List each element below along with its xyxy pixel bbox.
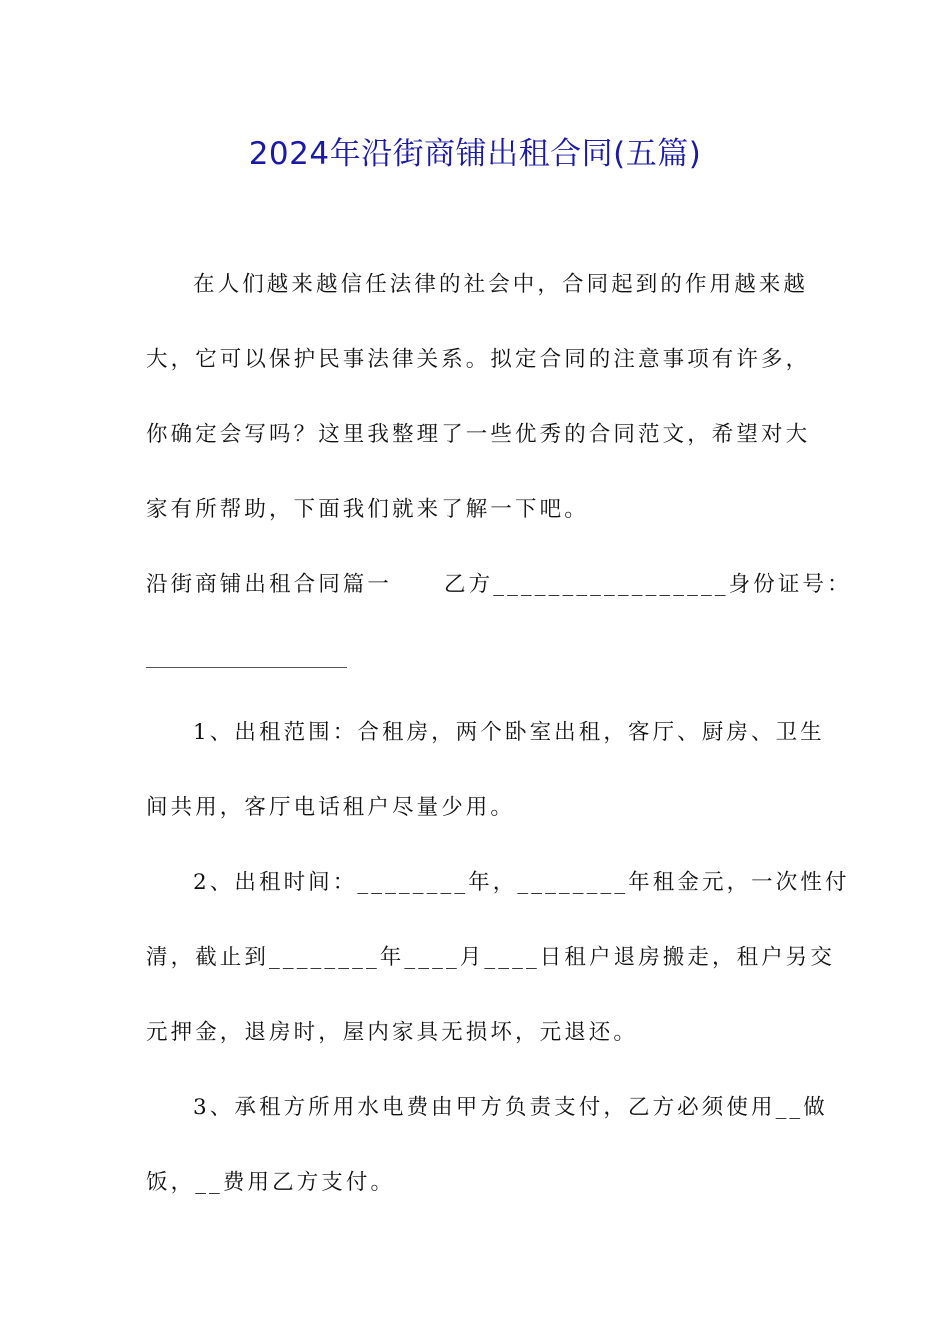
clause-2-line-2: 清，截止到________年____月____日租户退房搬走，租户另交 (146, 945, 836, 970)
intro-line-2: 大，它可以保护民事法律关系。拟定合同的注意事项有许多， (146, 347, 811, 372)
clause-2-line-1: 2、出租时间：________年，________年租金元，一次性付 (193, 870, 850, 895)
party-b-field: 乙方_________________身份证号： (444, 572, 852, 597)
intro-line-3: 你确定会写吗？这里我整理了一些优秀的合同范文，希望对大 (146, 422, 811, 447)
id-number-blank-line (146, 667, 347, 668)
clause-3-line-2: 饭，__费用乙方支付。 (146, 1170, 396, 1195)
intro-line-1: 在人们越来越信任法律的社会中，合同起到的作用越来越 (193, 272, 809, 297)
section-heading: 沿街商铺出租合同篇一 (146, 572, 393, 597)
document-title: 2024年沿街商铺出租合同(五篇) (248, 136, 702, 172)
clause-2-line-3: 元押金，退房时，屋内家具无损坏，元退还。 (146, 1020, 639, 1045)
clause-1-line-2: 间共用，客厅电话租户尽量少用。 (146, 795, 516, 820)
clause-1-line-1: 1、出租范围：合租房，两个卧室出租，客厅、厨房、卫生 (193, 720, 825, 745)
section-heading-row (146, 570, 852, 600)
clause-3-line-1: 3、承租方所用水电费由甲方负责支付，乙方必须使用__做 (193, 1095, 828, 1120)
intro-line-4: 家有所帮助，下面我们就来了解一下吧。 (146, 497, 589, 522)
